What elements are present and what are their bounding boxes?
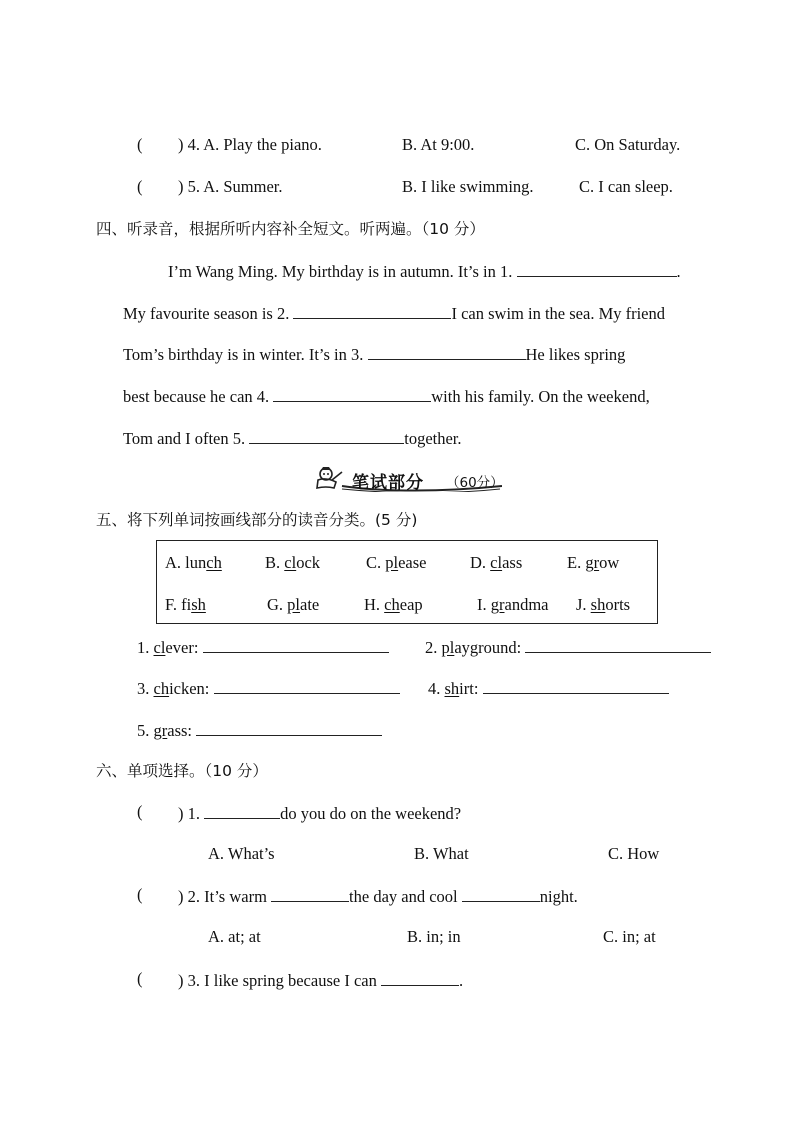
- fill-blank-5[interactable]: [249, 427, 404, 444]
- choice-question-1: [137, 802, 143, 822]
- fill-blank-3[interactable]: [368, 343, 526, 360]
- question-5: [137, 177, 143, 197]
- written-part-banner: [312, 466, 502, 492]
- answer-line-1[interactable]: [203, 636, 389, 653]
- option-b: B. I like swimming.: [402, 177, 534, 196]
- option-b: B. What: [414, 844, 469, 863]
- answer-line-5[interactable]: [196, 719, 382, 736]
- option-c: C. On Saturday.: [575, 135, 681, 154]
- passage-line-1: I’m Wang Ming. My birthday is in autumn. It’s in 1. .: [168, 262, 681, 281]
- choice-question-1-text: ) 1. do you do on the weekend?: [178, 804, 462, 823]
- section-6-title: 六、单项选择。（10 分）: [96, 762, 268, 780]
- option-c: C. I can sleep.: [579, 177, 673, 196]
- answer-line-3[interactable]: [214, 677, 400, 694]
- question-blank[interactable]: [204, 802, 280, 819]
- fill-blank-4[interactable]: [273, 385, 431, 402]
- section-5-title: 五、将下列单词按画线部分的读音分类。(5 分): [96, 511, 418, 529]
- option-a: A. What’s: [208, 844, 275, 863]
- option-c: C. How: [608, 844, 660, 863]
- word-c: C. please: [366, 553, 427, 572]
- passage-line-3: Tom’s birthday is in winter. It’s in 3. He likes spring: [123, 345, 626, 364]
- classify-question-3: 3. chicken:: [137, 677, 400, 699]
- question-4: [137, 135, 143, 155]
- classify-question-5: 5. grass:: [137, 719, 382, 741]
- fill-blank-1[interactable]: [517, 260, 677, 277]
- question-blank[interactable]: [381, 969, 459, 986]
- word-b: B. clock: [265, 553, 321, 572]
- question-4-number: ) 4. A. Play the piano.: [178, 135, 322, 154]
- option-b: B. At 9:00.: [402, 135, 475, 154]
- answer-paren: (: [137, 135, 143, 154]
- passage-line-4: best because he can 4. with his family. On the weekend,: [123, 387, 650, 406]
- answer-line-2[interactable]: [525, 636, 711, 653]
- banner-score: （60分）: [446, 475, 504, 491]
- classify-question-1: 1. clever:: [137, 636, 389, 658]
- answer-line-4[interactable]: [483, 677, 669, 694]
- choice-question-2-text: ) 2. It’s warm the day and cool night.: [178, 887, 578, 906]
- classify-question-2: 2. playground:: [425, 636, 711, 658]
- banner-title: 笔试部分: [352, 473, 424, 493]
- passage-line-2: My favourite season is 2. I can swim in the sea. My friend: [123, 304, 666, 323]
- choice-question-3-text: ) 3. I like spring because I can .: [178, 971, 464, 990]
- question-blank-1[interactable]: [271, 885, 349, 902]
- word-box: [156, 540, 658, 624]
- option-b: B. in; in: [407, 927, 461, 946]
- word-e: E. grow: [567, 553, 620, 572]
- word-a: A. lunch: [165, 553, 222, 572]
- choice-question-3: [137, 969, 143, 989]
- section-4-title: 四、听录音，根据所听内容补全短文。听两遍。（10 分）: [96, 220, 485, 238]
- question-5-number: ) 5. A. Summer.: [178, 177, 283, 196]
- word-g: G. plate: [267, 595, 320, 614]
- word-j: J. shorts: [576, 595, 631, 614]
- answer-paren: (: [137, 969, 143, 988]
- word-d: D. class: [470, 553, 523, 572]
- fill-blank-2[interactable]: [293, 302, 451, 319]
- classify-question-4: 4. shirt:: [428, 677, 669, 699]
- word-h: H. cheap: [364, 595, 423, 614]
- option-a: A. Summer.: [203, 177, 283, 196]
- option-a: A. at; at: [208, 927, 261, 946]
- word-f: F. fish: [165, 595, 206, 614]
- word-i: I. grandma: [477, 595, 549, 614]
- option-c: C. in; at: [603, 927, 656, 946]
- answer-paren: (: [137, 885, 143, 904]
- option-a: A. Play the piano.: [203, 135, 322, 154]
- choice-question-2: [137, 885, 143, 905]
- answer-paren: (: [137, 177, 143, 196]
- question-blank-2[interactable]: [462, 885, 540, 902]
- writing-child-icon: [312, 466, 344, 492]
- passage-line-5: Tom and I often 5. together.: [123, 429, 462, 448]
- answer-paren: (: [137, 802, 143, 821]
